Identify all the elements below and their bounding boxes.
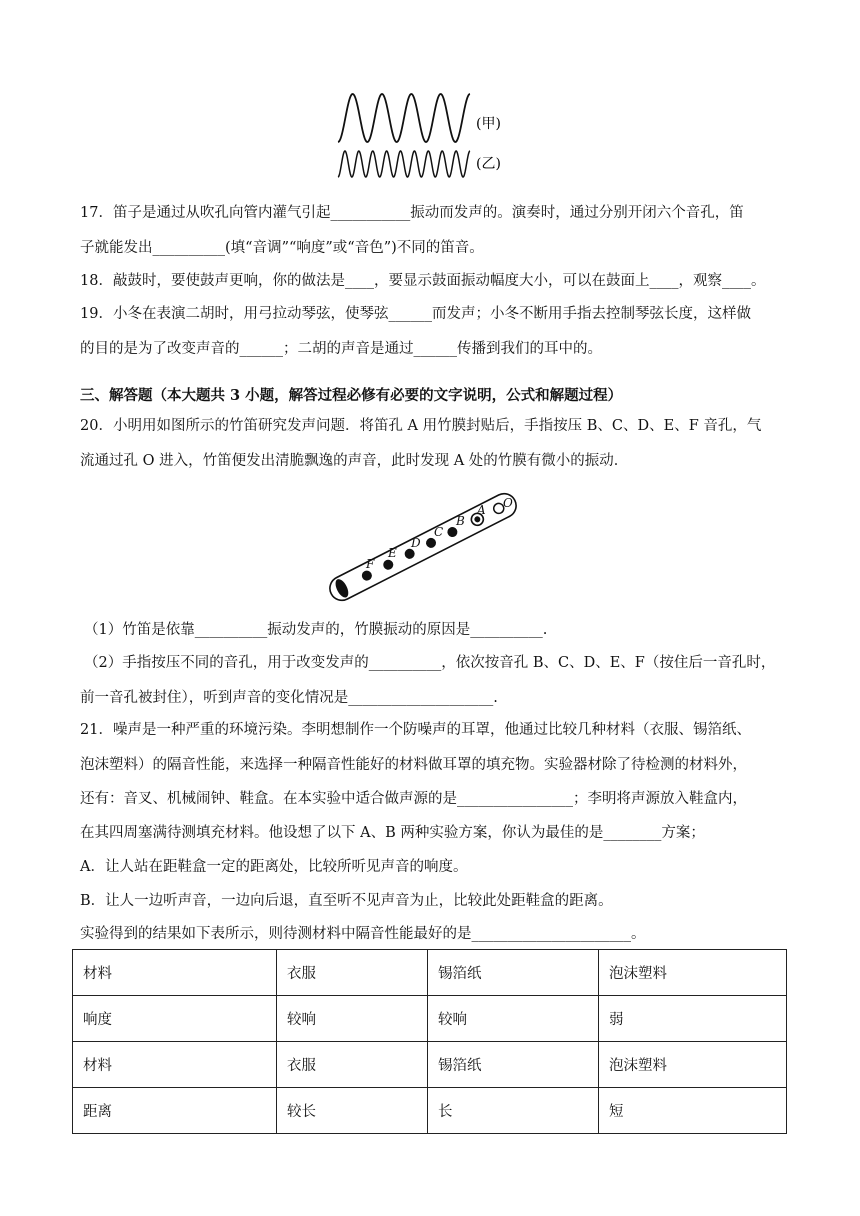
q19-line2: 的目的是为了改变声音的______；二胡的声音是通过______传播到我们的耳中的。 — [80, 341, 602, 357]
flute-label-c: C — [434, 525, 444, 539]
table-row — [73, 950, 787, 996]
wave-yi — [338, 151, 470, 177]
q20-sub1: （1）竹笛是依靠__________振动发声的，竹膜振动的原因是__________. — [84, 622, 548, 638]
table-cell: 较响 — [277, 996, 428, 1042]
table-cell: 材料 — [73, 950, 277, 996]
table-row — [73, 996, 787, 1042]
wave-figure — [330, 88, 540, 188]
table-cell: 锡箔纸 — [428, 950, 599, 996]
q21-line2: 泡沫塑料）的隔音性能，来选择一种隔音性能好的材料做耳罩的填充物。实验器材除了待检测的材料外， — [80, 757, 747, 773]
table-row — [73, 1088, 787, 1134]
q21-option-a: A．让人站在距鞋盒一定的距离处，比较所听见声音的响度。 — [80, 859, 468, 875]
flute-label-a: A — [477, 503, 486, 517]
q21-line3: 还有：音叉、机械闹钟、鞋盒。在本实验中适合做声源的是________________；李明将声源放入鞋盒内， — [80, 791, 747, 807]
q21-line1: 21．噪声是一种严重的环境污染。李明想制作一个防噪声的耳罩，他通过比较几种材料（衣服、锡箔纸、 — [80, 722, 751, 738]
wave-label-yi: (乙) — [476, 156, 501, 172]
table-cell: 较响 — [428, 996, 599, 1042]
flute-label-e: E — [388, 546, 397, 560]
flute-label-o: O — [503, 496, 513, 510]
flute-label-d: D — [411, 536, 421, 550]
q20-sub2-line1: （2）手指按压不同的音孔，用于改变发声的__________，依次按音孔 B、C、D、E、F（按住后一音孔时， — [84, 655, 776, 671]
q21-line4: 在其四周塞满待测填充材料。他设想了以下 A、B 两种实验方案，你认为最佳的是________方案； — [80, 825, 705, 841]
q18-line1: 18．敲鼓时，要使鼓声更响，你的做法是____，要显示鼓面振动幅度大小，可以在鼓面上____，观察____。 — [80, 273, 766, 289]
wave-label-jia: (甲) — [476, 116, 501, 132]
table-cell: 泡沫塑料 — [599, 950, 787, 996]
results-table — [72, 949, 787, 1134]
table-cell: 短 — [599, 1088, 787, 1134]
q21-option-b: B．让人一边听声音，一边向后退，直至听不见声音为止，比较此处距鞋盒的距离。 — [80, 893, 613, 909]
q20-sub2-line2: 前一音孔被封住），听到声音的变化情况是____________________. — [80, 690, 498, 706]
table-cell: 衣服 — [277, 1042, 428, 1088]
section3-heading: 三、解答题（本大题共 3 小题，解答过程必修有必要的文字说明，公式和解题过程） — [80, 387, 623, 404]
q21-line5: 实验得到的结果如下表所示，则待测材料中隔音性能最好的是______________________。 — [80, 926, 646, 942]
wave-jia — [338, 94, 470, 142]
table-cell: 长 — [428, 1088, 599, 1134]
q20-line1: 20．小明用如图所示的竹笛研究发声问题．将笛孔 A 用竹膜封贴后，手指按压 B、C、D、E、F 音孔，气 — [80, 418, 762, 434]
table-cell: 较长 — [277, 1088, 428, 1134]
table-cell: 泡沫塑料 — [599, 1042, 787, 1088]
table-row — [73, 1042, 787, 1088]
table-cell: 距离 — [73, 1088, 277, 1134]
q17-line1: 17．笛子是通过从吹孔向管内灌气引起___________振动而发声的。演奏时，通过分别开闭六个音孔，笛 — [80, 205, 744, 221]
table-cell: 材料 — [73, 1042, 277, 1088]
table-cell: 弱 — [599, 996, 787, 1042]
flute-body — [326, 490, 520, 605]
table-cell: 锡箔纸 — [428, 1042, 599, 1088]
flute-figure — [318, 487, 528, 607]
flute-label-f: F — [366, 557, 375, 571]
table-cell: 衣服 — [277, 950, 428, 996]
q19-line1: 19．小冬在表演二胡时，用弓拉动琴弦，使琴弦______而发声；小冬不断用手指去控制琴弦长度，这样做 — [80, 306, 751, 322]
flute-label-b: B — [456, 514, 465, 528]
table-cell: 响度 — [73, 996, 277, 1042]
q17-line2: 子就能发出__________(填“音调”“响度”或“音色”)不同的笛音。 — [80, 240, 484, 256]
q20-line2: 流通过孔 O 进入，竹笛便发出清脆飘逸的声音，此时发现 A 处的竹膜有微小的振动． — [80, 453, 629, 469]
